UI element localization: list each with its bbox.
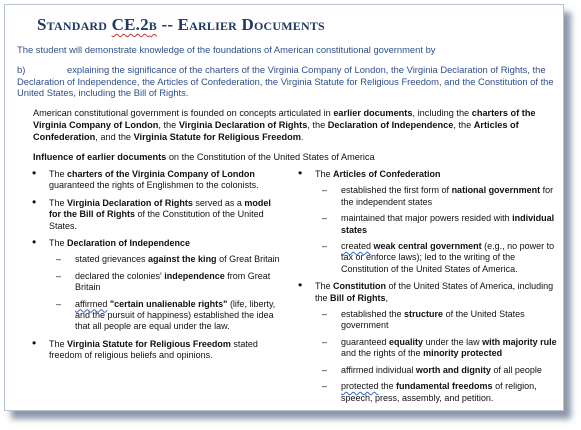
influence-term: Influence of earlier documents (33, 152, 167, 162)
sub-item-text: from Great Britain (75, 270, 271, 293)
list-item-vsrf (29, 339, 285, 362)
sub-item-text: of all people (490, 364, 542, 375)
item-term: Articles of Confederation (333, 169, 441, 179)
standard-b-text (17, 64, 557, 99)
intro-text: American constitutional government is founded on concepts articulated in (33, 108, 334, 118)
sub-item-text: (life, liberty, and the pursuit of happiness) established the idea that all people are equal under the law. (75, 298, 276, 332)
intro-term: earlier documents (333, 108, 413, 118)
intro-term: Virginia Declaration of Rights (178, 119, 308, 130)
sub-item-term: against the king (148, 254, 217, 265)
sub-item (315, 365, 557, 376)
sub-item-term: individual states (341, 213, 555, 235)
sub-item-term: independence (164, 270, 225, 281)
intro-paragraph (33, 108, 553, 143)
sub-item-term: "certain unalienable rights" (109, 298, 228, 309)
sub-item-text: (e.g., no power to tax or enforce laws); led to the writing of the Constitution of the United States of America. (341, 241, 555, 274)
left-column (29, 169, 285, 368)
sub-item-flagged-word: affirmed (75, 298, 108, 309)
intro-term: charters of the Virginia Company of London (33, 108, 536, 130)
item-text: The (49, 238, 68, 249)
sub-item (315, 241, 557, 275)
sub-item-text: established the first form of (341, 185, 452, 196)
standard-text: The student will demonstrate knowledge of the foundations of American constitutional government by (17, 44, 436, 55)
sub-item (49, 254, 285, 265)
title-code-number: CE.2 (111, 15, 149, 34)
item-term: charters of the Virginia Company of London (67, 169, 255, 179)
sub-item-term: worth and dignity (415, 364, 491, 375)
item-term: Virginia Declaration of Rights (67, 197, 193, 208)
sub-item-text: and the rights of the (341, 348, 424, 359)
title-subtitle: -- Earlier Documents (157, 15, 325, 34)
sub-item (315, 309, 557, 332)
constitution-sub-list (315, 309, 557, 404)
item-term: model for the Bill of Rights (49, 197, 271, 220)
sub-item-text: under the law (423, 336, 483, 347)
item-text: of the United States of America, including the (315, 281, 554, 303)
intro-term: Articles of Confederation (33, 119, 519, 142)
sub-item-text: maintained that major powers resided with (341, 213, 513, 224)
influence-text: on the Constitution of the United States of America (166, 152, 375, 162)
standard-b-description: explaining the significance of the charters of the Virginia Company of London, the Virginia Declaration of Rights, the Declaration of Independence, the Articles of Confederation, the Virginia Statute for Religious Freedom, and the Constitution of the United States, including the Bill of Rights. (17, 64, 554, 99)
sub-item-flagged-word: protected (341, 381, 379, 392)
standard-b-letter: b) (17, 64, 26, 75)
list-item-charters (29, 169, 285, 192)
sub-item-term: minority protected (423, 348, 503, 359)
item-term: Constitution (333, 281, 387, 292)
item-text: served as a (192, 197, 245, 208)
sub-item (49, 271, 285, 294)
item-term: Declaration of Independence (67, 238, 191, 249)
sub-item-text: the (378, 381, 397, 392)
intro-text: , the (453, 119, 474, 130)
aoc-sub-list (315, 185, 557, 275)
left-bullet-list (29, 169, 285, 362)
sub-item-term: weak central government (373, 241, 482, 252)
item-text: The (315, 169, 334, 179)
item-text: The (315, 281, 334, 292)
sub-item-text: of the United States government (341, 309, 525, 331)
sub-item (315, 213, 557, 236)
slide-card (4, 4, 564, 411)
intro-text: , including the (412, 108, 472, 118)
right-bullet-list (295, 169, 557, 404)
sub-item-term: fundamental freedoms (396, 381, 493, 392)
intro-text: , and the (95, 131, 134, 142)
sub-item (315, 381, 557, 404)
title-code (112, 15, 157, 34)
sub-item-text: guaranteed (341, 336, 390, 347)
intro-text: . (300, 131, 304, 142)
item-text: The (49, 169, 68, 179)
item-text: The (49, 338, 68, 349)
page-title (37, 15, 325, 35)
item-text: guaranteed the rights of Englishmen to the colonists. (49, 180, 259, 191)
item-text: of the Constitution of the United States. (49, 209, 264, 231)
sub-item-term: with majority rule (482, 336, 557, 347)
sub-item-term: structure (404, 309, 444, 320)
title-text: Standard (37, 15, 112, 34)
list-item-aoc (295, 169, 557, 275)
list-item-vdr (29, 198, 285, 232)
sub-item-text: established the (341, 309, 405, 320)
intro-text: , the (158, 119, 179, 130)
doi-sub-list (49, 254, 285, 332)
sub-item-term: equality (389, 336, 424, 347)
sub-item-text: of religion, speech, press, assembly, and petition. (341, 381, 537, 403)
item-text: The (49, 197, 68, 208)
sub-item (315, 337, 557, 360)
sub-item (49, 299, 285, 333)
item-term: Bill of Rights (330, 292, 386, 303)
sub-item-text: stated grievances (75, 254, 149, 265)
list-item-constitution (295, 281, 557, 404)
intro-term: Declaration of Independence (327, 119, 454, 130)
item-term: Virginia Statute for Religious Freedom (67, 338, 231, 349)
title-code-letter: b (148, 15, 158, 34)
sub-item-text: affirmed individual (341, 364, 416, 375)
sub-item-text: for the independent states (341, 185, 554, 207)
sub-item-term: national government (451, 185, 541, 196)
item-text: , (385, 292, 389, 303)
intro-text: , the (307, 119, 328, 130)
intro-term: Virginia Statute for Religious Freedom (133, 131, 301, 142)
right-column (295, 169, 557, 410)
item-text: stated freedom of religious beliefs and opinions. (49, 338, 258, 361)
sub-item-text: declared the colonies' (75, 270, 165, 281)
list-item-doi (29, 238, 285, 333)
sub-item-text: of Great Britain (216, 254, 280, 265)
sub-item (315, 185, 557, 208)
influence-heading (33, 152, 375, 162)
sub-item-flagged-word: created (341, 241, 372, 252)
